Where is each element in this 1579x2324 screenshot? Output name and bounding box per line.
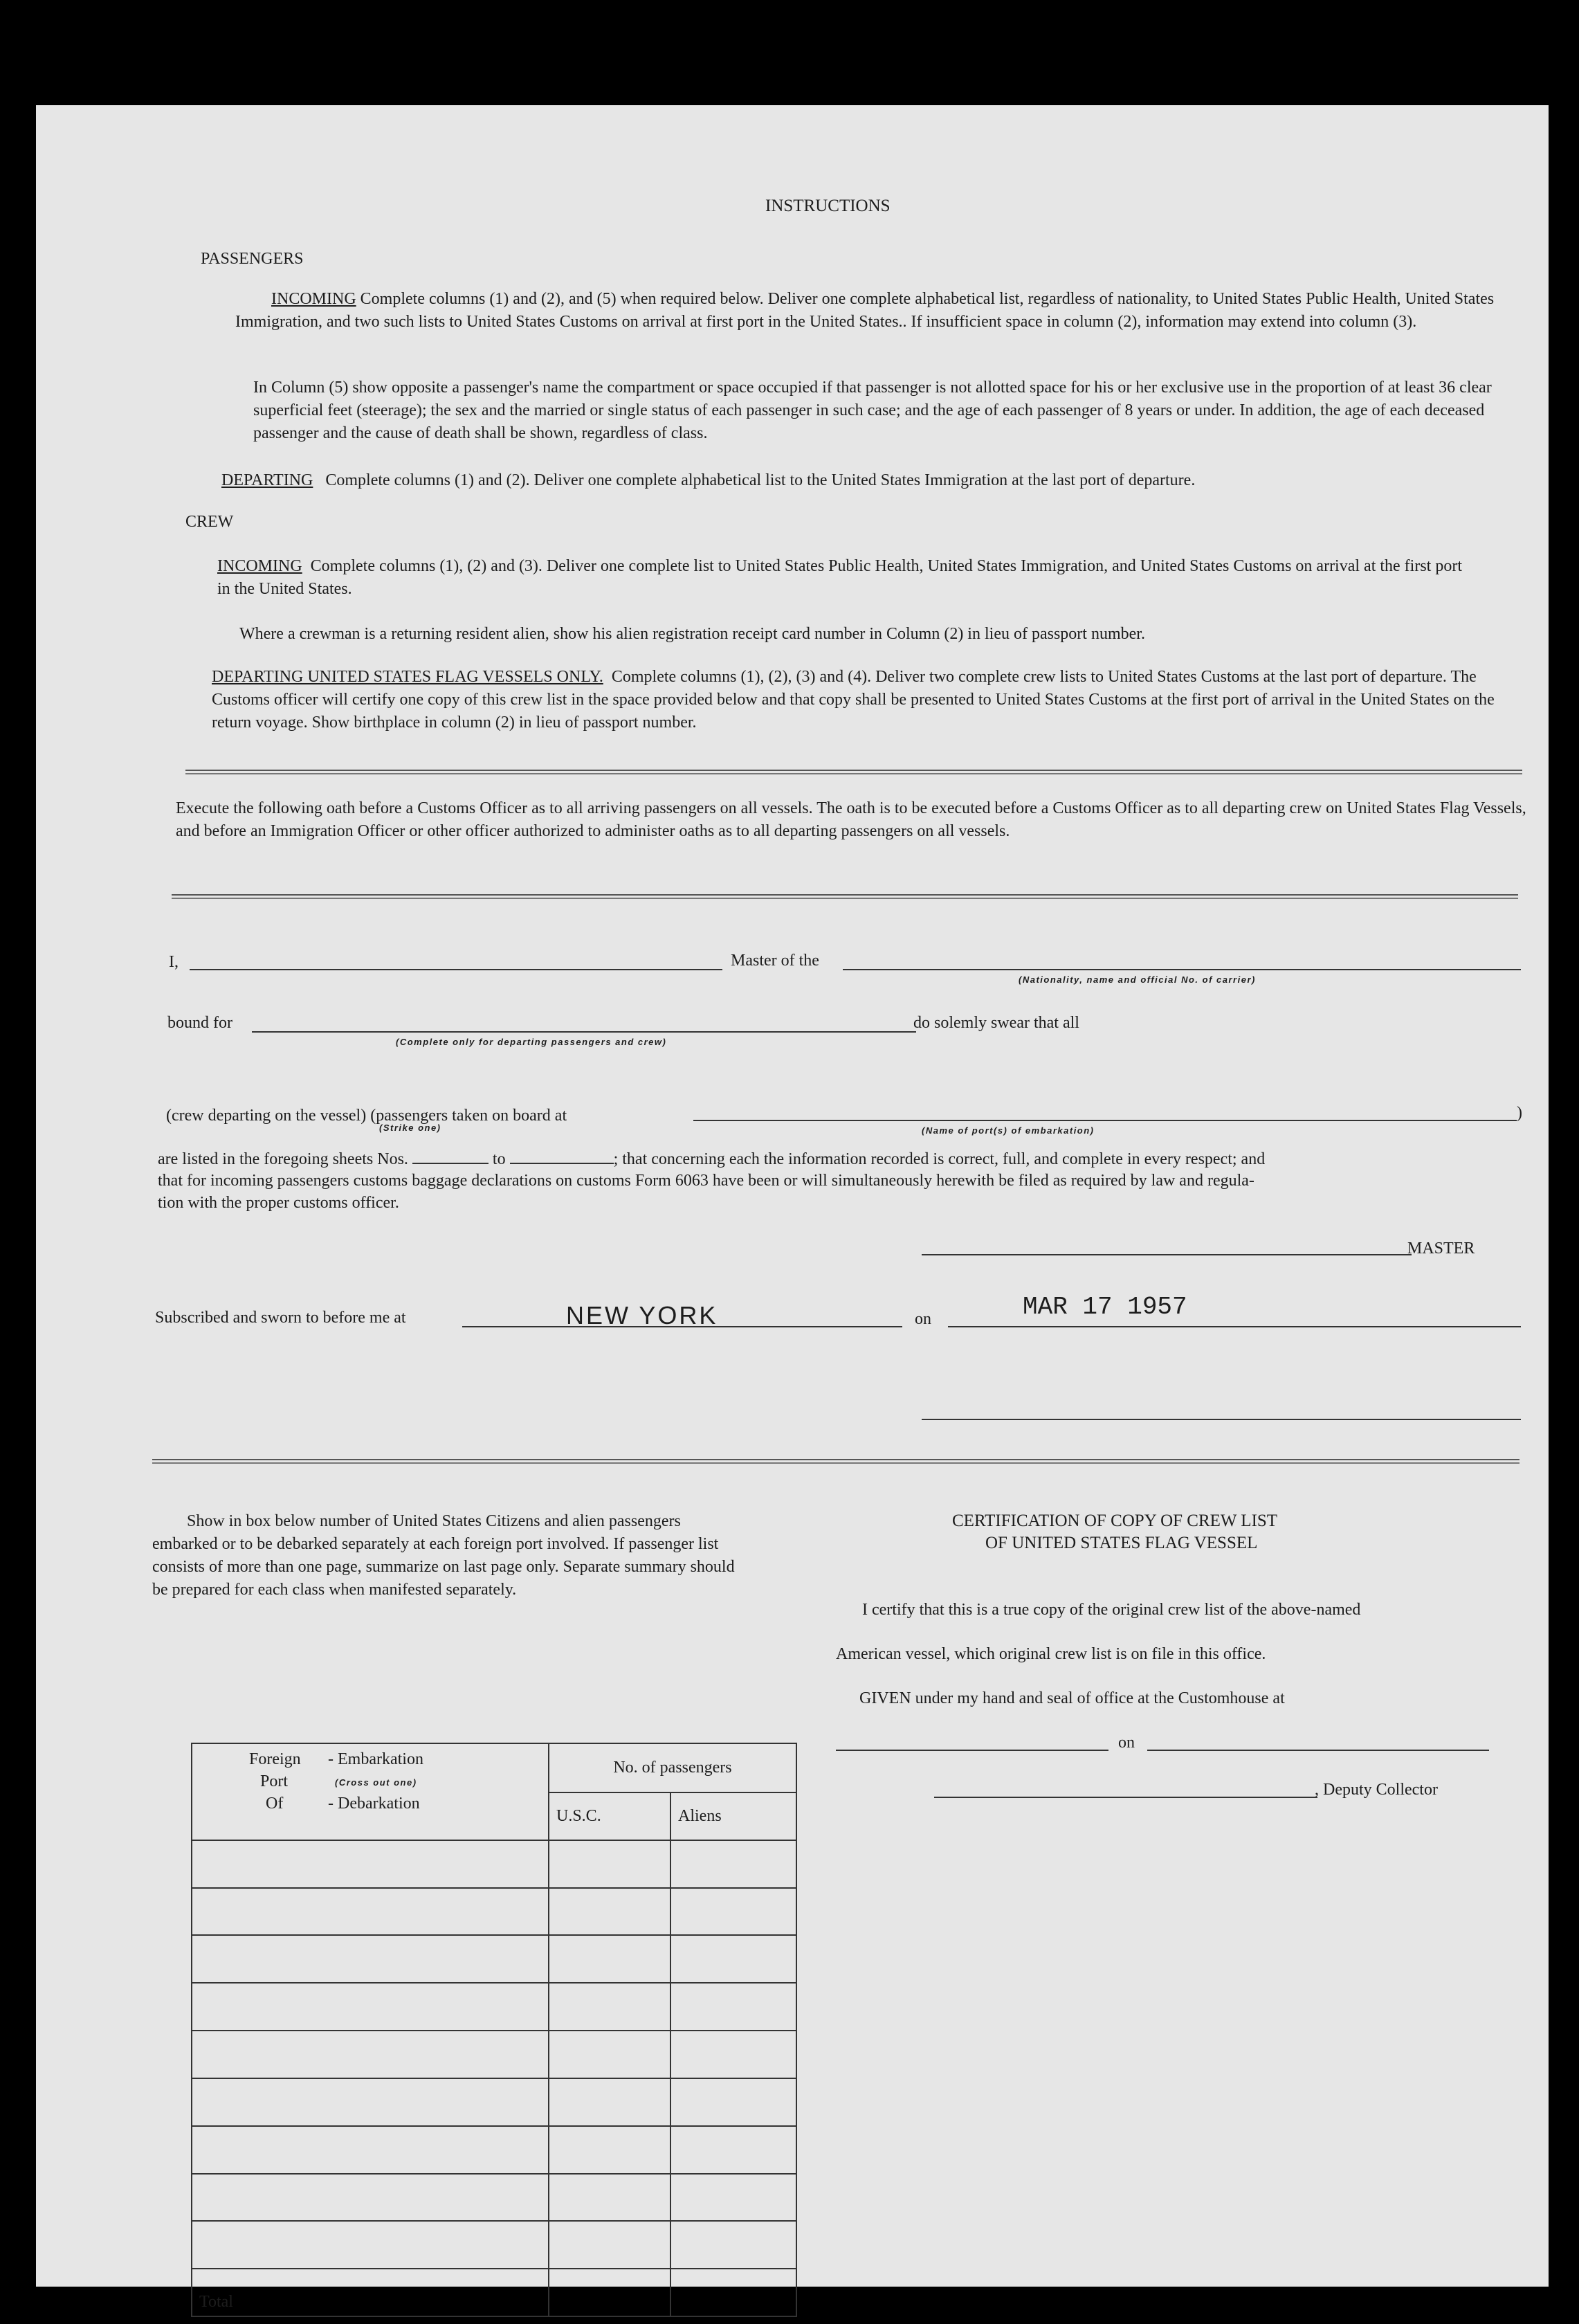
date-stamp: MAR 17 1957 [1023,1293,1187,1321]
embarkation-label: - Embarkation [328,1750,423,1768]
table-cell-aliens[interactable] [670,1983,796,2031]
table-cell-port[interactable] [192,2031,549,2078]
aliens-header: Aliens [670,1792,796,1840]
officer-signature-field[interactable] [922,1419,1521,1420]
usc-header: U.S.C. [549,1792,670,1840]
sheets-text: ; that concerning each the information recorded is correct, full, and complete in every respect; and [613,1150,1266,1168]
sheets-to-label: to [492,1150,506,1168]
total-label: Total [192,2269,549,2316]
crew-departing-paragraph [212,666,1524,734]
table-cell-port[interactable] [192,2126,549,2174]
table-cell-usc[interactable] [549,2174,670,2222]
carrier-field[interactable] [843,969,1521,970]
date-field[interactable] [948,1326,1521,1327]
foreign-label: Foreign [249,1750,301,1768]
crew-departing-text: Complete columns (1), (2), (3) and (4). Deliver two complete crew lists to United States Customs at the last port of departure. The Customs officer will certify one copy of this crew list in the space provided below and that copy shall be presented to United States Customs at the first port of arrival in the United States on the return voyage. Show birthplace in column (2) in lieu of passport number. [212,668,1495,732]
table-cell-aliens[interactable] [670,1840,796,1888]
table-cell-port[interactable] [192,2174,549,2222]
oath-note: Execute the following oath before a Customs Officer as to all arriving passengers on all vessels. The oath is to be executed before a Customs Officer as to all departing crew on United States Flag Vessels, and before an Immigration Officer or other officer authorized to administer oaths as to all departing passengers on all vessels. [176,799,1526,840]
master-of-the-label: Master of the [731,952,819,970]
place-stamp: NEW YORK [566,1301,718,1329]
passengers-incoming-text: Complete columns (1) and (2), and (5) when required below. Deliver one complete alphabetical list, regardless of nationality, to United States Public Health, United States Immigration, and two such lists to United States Customs on arrival at first port in the United States.. If insufficient space in column (2), information may extend into column (3). [235,290,1495,331]
table-cell-aliens[interactable] [670,2031,796,2078]
port-label: Port [260,1772,289,1790]
table-cell-usc[interactable] [549,2221,670,2269]
sheets-line-3: tion with the proper customs officer. [158,1194,399,1212]
passengers-incoming-paragraph [235,288,1522,334]
crew-heading: CREW [185,513,234,531]
certification-title-1: CERTIFICATION OF COPY OF CREW LIST [952,1511,1278,1530]
certification-on-label: on [1118,1734,1135,1752]
table-cell-usc[interactable] [549,2031,670,2078]
crew-alien-note: Where a crewman is a returning resident alien, show his alien registration receipt card number in Column (2) in lieu of passport number. [239,625,1145,643]
total-usc-cell[interactable] [549,2269,670,2316]
crew-departing-label: DEPARTING UNITED STATES FLAG VESSELS ONLY. [212,668,603,686]
passengers-incoming-label: INCOMING [271,290,356,308]
crew-incoming-text: Complete columns (1), (2) and (3). Deliver one complete list to United States Public Health, United States Immigration, and United States Customs on arrival at the first port in the United States. [217,557,1463,598]
oath-i-label: I, [169,953,179,971]
certification-line-2: American vessel, which original crew list is on file in this office. [836,1645,1266,1663]
table-cell-aliens[interactable] [670,2221,796,2269]
crew-departing-label: (crew departing on the vessel) (passengers taken on board at [166,1107,567,1125]
sheet-to-field[interactable] [510,1147,614,1164]
bound-for-label: bound for [167,1014,232,1032]
of-label: Of [266,1795,284,1813]
port-embarkation-field[interactable] [693,1120,1517,1121]
passengers-column5-paragraph: In Column (5) show opposite a passenger's name the compartment or space occupied if that passenger is not allotted space for his or her exclusive use in the proportion of at least 36 clear superficial feet (steerage); the sex and the married or single status of each passenger in such case; and the age of each passenger of 8 years or under. In addition, the age of each deceased passenger and the cause of death shall be shown, regardless of class. [253,379,1492,442]
total-aliens-cell[interactable] [670,2269,796,2316]
passengers-departing-label: DEPARTING [221,471,313,489]
port-header-cell [192,1743,549,1840]
crew-incoming-paragraph [217,555,1477,601]
table-cell-port[interactable] [192,2221,549,2269]
table-cell-port[interactable] [192,1983,549,2031]
deputy-signature-field[interactable] [934,1797,1317,1798]
divider [152,1459,1519,1464]
table-cell-port[interactable] [192,1888,549,1936]
passengers-departing-line [221,469,1195,491]
master-name-field[interactable] [190,969,722,970]
deputy-collector-label: , Deputy Collector [1315,1781,1438,1799]
subscribed-label: Subscribed and sworn to before me at [155,1309,406,1327]
on-label: on [915,1310,931,1328]
certification-line-3: GIVEN under my hand and seal of office at the Customhouse at [859,1689,1285,1707]
table-cell-usc[interactable] [549,1983,670,2031]
passengers-departing-text: Complete columns (1) and (2). Deliver one complete alphabetical list to the United States Immigration at the last port of departure. [325,471,1196,489]
form-sheet [36,105,1549,2311]
nationality-caption: (Nationality, name and official No. of carrier) [1019,974,1256,985]
table-cell-port[interactable] [192,1935,549,1983]
passengers-heading: PASSENGERS [201,250,304,268]
table-cell-aliens[interactable] [670,1888,796,1936]
table-cell-port[interactable] [192,2078,549,2126]
port-caption: (Name of port(s) of embarkation) [922,1125,1095,1136]
no-passengers-header: No. of passengers [549,1743,796,1792]
strike-caption: (Strike one) [379,1123,441,1133]
table-cell-aliens[interactable] [670,2078,796,2126]
divider [172,894,1518,899]
customhouse-field[interactable] [836,1750,1108,1751]
master-label: MASTER [1407,1240,1475,1258]
sheets-line-2: that for incoming passengers customs baggage declarations on customs Form 6063 have been or will simultaneously herewith be filed as required by law and regula- [158,1172,1254,1190]
divider [185,770,1522,774]
page-title: INSTRUCTIONS [765,197,891,215]
table-cell-port[interactable] [192,1840,549,1888]
bound-for-field[interactable] [252,1031,916,1033]
close-paren: ) [1517,1104,1522,1122]
table-cell-usc[interactable] [549,2126,670,2174]
passenger-summary-table [191,1743,797,2317]
certification-date-field[interactable] [1147,1750,1489,1751]
summary-instruction: Show in box below number of United States Citizens and alien passengers embarked or to be debarked separately at each foreign port involved. If passenger list consists of more than one page, summarize on last page only. Separate summary should be prepared for each class when manifested separately. [152,1512,735,1599]
table-cell-usc[interactable] [549,1888,670,1936]
solemnly-label: do solemly swear that all [913,1014,1079,1032]
certification-line-1: I certify that this is a true copy of the original crew list of the above-named [862,1601,1361,1619]
debarkation-label: - Debarkation [328,1795,420,1813]
table-cell-usc[interactable] [549,1935,670,1983]
table-cell-aliens[interactable] [670,1935,796,1983]
table-cell-aliens[interactable] [670,2126,796,2174]
sheet-from-field[interactable] [412,1147,489,1164]
table-cell-aliens[interactable] [670,2174,796,2222]
table-cell-usc[interactable] [549,1840,670,1888]
sheets-line-1 [158,1147,1265,1170]
bound-caption: (Complete only for departing passengers and crew) [396,1037,667,1047]
crew-incoming-label: INCOMING [217,557,302,575]
cross-caption: (Cross out one) [335,1777,417,1788]
certification-title-2: OF UNITED STATES FLAG VESSEL [985,1534,1258,1552]
master-signature-field[interactable] [922,1254,1412,1255]
table-cell-usc[interactable] [549,2078,670,2126]
sheets-label: are listed in the foregoing sheets Nos. [158,1150,408,1168]
